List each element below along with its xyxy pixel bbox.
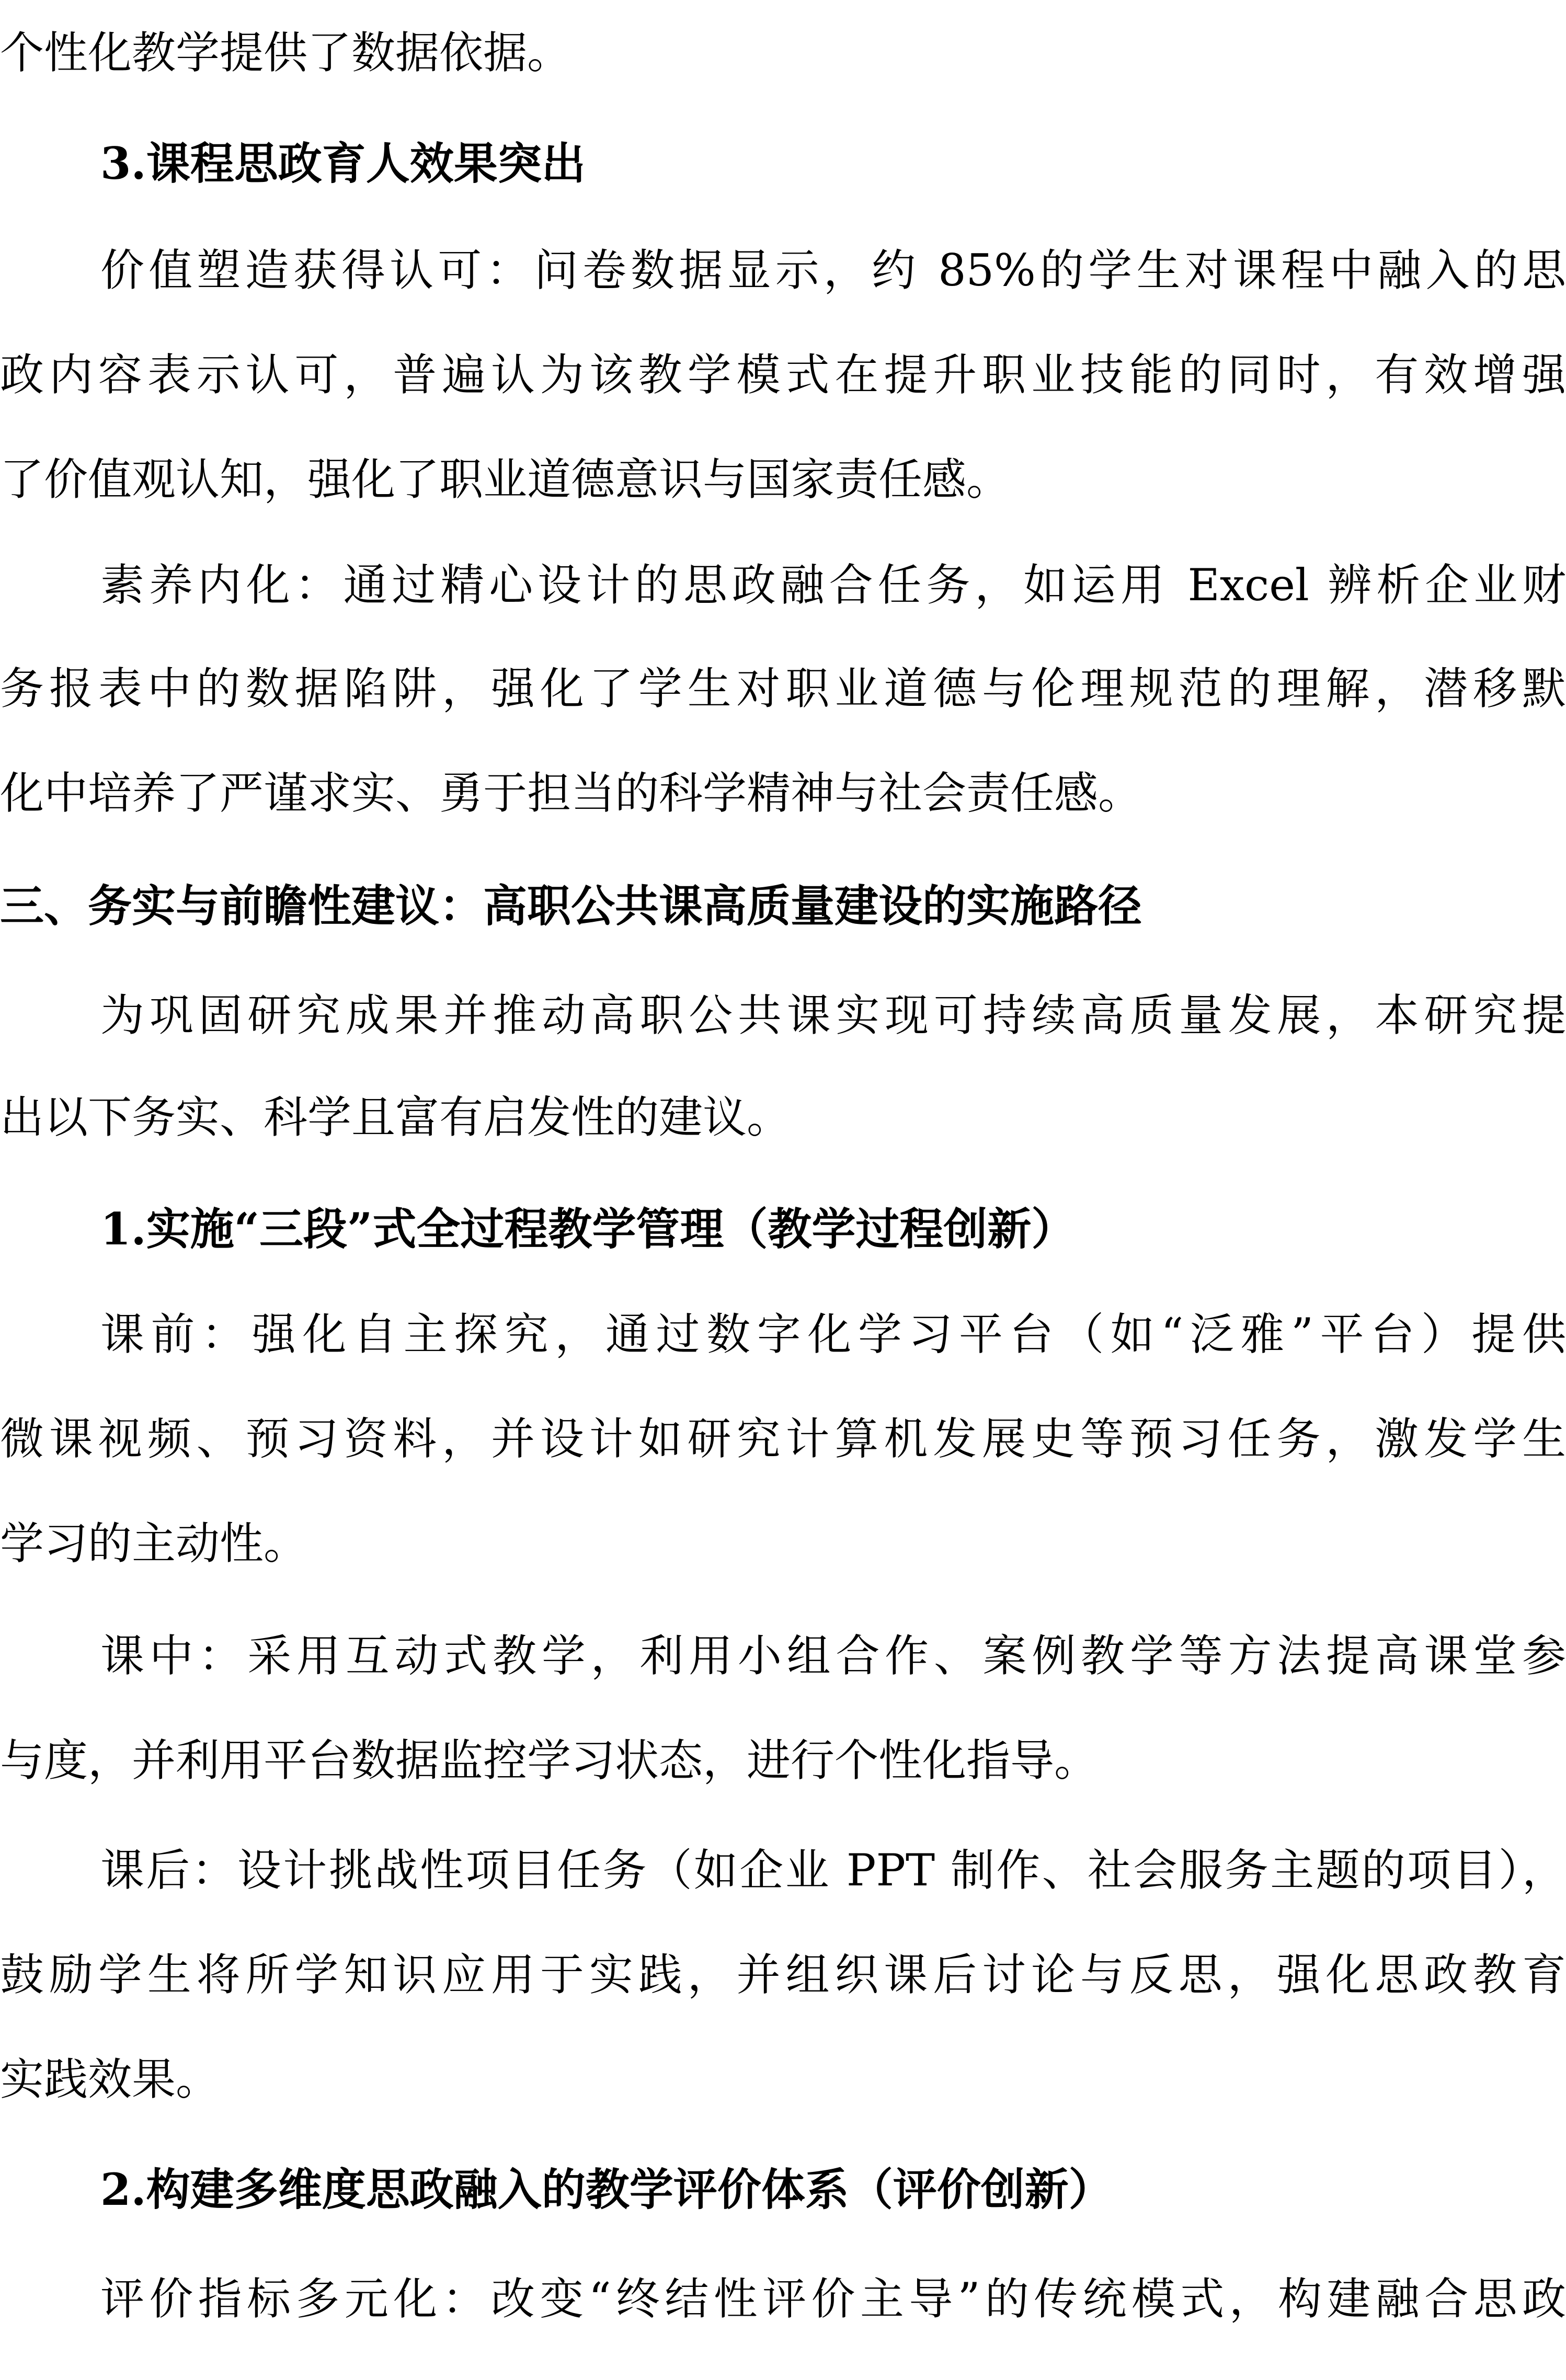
text-line: 了价值观认知，强化了职业道德意识与国家责任感。: [0, 454, 1011, 505]
subsection-heading: 3.课程思政育人效果突出: [100, 138, 586, 189]
text-line: 与度，并利用平台数据监控学习状态，进行个性化指导。: [0, 1735, 1099, 1786]
text-line: 个性化教学提供了数据依据。: [0, 27, 571, 78]
text-line: 学习的主动性。: [0, 1518, 308, 1569]
text-line: 鼓励学生将所学知识应用于实践，并组织课后讨论与反思，强化思政教育: [0, 1949, 1566, 2000]
text-line: 化中培养了严谨求实、勇于担当的科学精神与社会责任感。: [0, 768, 1142, 819]
text-line: 政内容表示认可，普遍认为该教学模式在提升职业技能的同时，有效增强: [0, 349, 1566, 401]
text-line: 实践效果。: [0, 2054, 220, 2105]
text-line: 课中：采用互动式教学，利用小组合作、案例教学等方法提高课堂参: [100, 1630, 1566, 1681]
text-line: 素养内化：通过精心设计的思政融合任务，如运用 Excel 辨析企业财: [100, 559, 1566, 611]
text-line: 评价指标多元化：改变“终结性评价主导”的传统模式，构建融合思政: [100, 2273, 1566, 2325]
text-line: 课后：设计挑战性项目任务（如企业 PPT 制作、社会服务主题的项目），: [100, 1845, 1566, 1896]
text-line: 课前：强化自主探究，通过数字化学习平台（如“泛雅”平台）提供: [100, 1309, 1566, 1360]
text-line: 务报表中的数据陷阱，强化了学生对职业道德与伦理规范的理解，潜移默: [0, 663, 1566, 714]
text-line: 微课视频、预习资料，并设计如研究计算机发展史等预习任务，激发学生: [0, 1413, 1566, 1464]
subsection-heading: 1.实施“三段”式全过程教学管理（教学过程创新）: [100, 1203, 1076, 1255]
text-line: 为巩固研究成果并推动高职公共课实现可持续高质量发展，本研究提: [100, 990, 1566, 1041]
text-line: 价值塑造获得认可：问卷数据显示，约 85%的学生对课程中融入的思: [100, 245, 1566, 296]
section-heading: 三、务实与前瞻性建议：高职公共课高质量建设的实施路径: [0, 880, 1142, 932]
text-line: 出以下务实、科学且富有启发性的建议。: [0, 1092, 791, 1143]
subsection-heading: 2.构建多维度思政融入的教学评价体系（评价创新）: [100, 2164, 1113, 2215]
